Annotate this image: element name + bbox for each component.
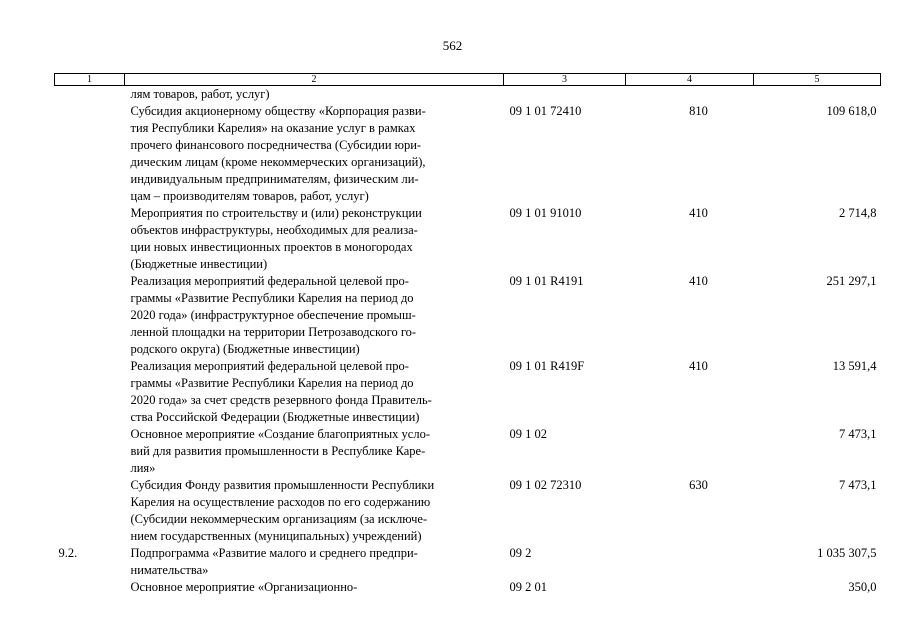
description-line: индивидуальным предпринимателям, физическим ли-	[130, 172, 419, 186]
row-expense-type: 410	[689, 359, 708, 373]
row-number	[55, 426, 125, 477]
description-line: Реализация мероприятий федеральной целевой про-	[130, 359, 409, 373]
row-number	[55, 579, 125, 596]
table-row	[55, 205, 881, 273]
description-line: нием государственных (муниципальных) учреждений)	[130, 529, 422, 543]
table-row	[55, 545, 881, 579]
header-col-3: 3	[504, 74, 626, 86]
budget-table	[54, 73, 881, 596]
row-number	[55, 205, 125, 273]
description-line: 2020 года» (инфраструктурное обеспечение промыш-	[130, 308, 416, 322]
row-description	[125, 579, 504, 596]
row-budget-code: 09 1 01 72410	[509, 104, 582, 118]
row-expense-type: 810	[689, 104, 708, 118]
table-row	[55, 86, 881, 104]
row-description	[125, 205, 504, 273]
description-line: (Субсидии некоммерческим организациям (за исключе-	[130, 512, 428, 526]
header-col-5: 5	[754, 74, 881, 86]
description-line: Карелия на осуществление расходов по его содержанию	[130, 495, 431, 509]
table-body	[55, 86, 881, 597]
table-row	[55, 103, 881, 205]
row-expense-type: 630	[689, 478, 708, 492]
header-row	[55, 74, 881, 86]
description-line: лия»	[130, 461, 156, 475]
description-line: Мероприятия по строительству и (или) реконструкции	[130, 206, 422, 220]
page-number: 562	[442, 38, 463, 53]
row-budget-code: 09 2 01	[509, 580, 547, 594]
row-amount: 2 714,8	[839, 206, 877, 220]
row-description	[125, 86, 504, 104]
row-description	[125, 426, 504, 477]
row-description	[125, 477, 504, 545]
table-row	[55, 273, 881, 358]
table-row	[55, 426, 881, 477]
description-line: Основное мероприятие «Создание благоприятных усло-	[130, 427, 431, 441]
row-expense-type	[626, 86, 754, 104]
table-row	[55, 579, 881, 596]
row-amount: 109 618,0	[826, 104, 877, 118]
row-description	[125, 273, 504, 358]
description-line: ства Российской Федерации (Бюджетные инвестиции)	[130, 410, 420, 424]
row-budget-code: 09 1 01 R4191	[509, 274, 584, 288]
row-description	[125, 358, 504, 426]
header-col-2: 2	[125, 74, 504, 86]
row-description	[125, 545, 504, 579]
row-number	[55, 477, 125, 545]
row-amount: 7 473,1	[839, 478, 877, 492]
description-line: ленной площадки на территории Петрозаводского го-	[130, 325, 417, 339]
row-expense-type: 410	[689, 206, 708, 220]
row-expense-type	[626, 579, 754, 596]
row-number: 9.2.	[58, 546, 78, 560]
description-line: Субсидия акционерному обществу «Корпорация разви-	[130, 104, 426, 118]
description-line: тия Республики Карелия» на оказание услуг в рамках	[130, 121, 416, 135]
table-row	[55, 358, 881, 426]
description-line: вий для развития промышленности в Республике Каре-	[130, 444, 426, 458]
description-line: Подпрограмма «Развитие малого и среднего предпри-	[130, 546, 418, 560]
description-line: объектов инфраструктуры, необходимых для реализа-	[130, 223, 418, 237]
description-line: (Бюджетные инвестиции)	[130, 257, 268, 271]
header-col-1: 1	[55, 74, 125, 86]
description-line: родского округа) (Бюджетные инвестиции)	[130, 342, 360, 356]
row-number	[55, 273, 125, 358]
description-line: цам – производителям товаров, работ, услуг)	[130, 189, 369, 203]
description-line: прочего финансового посредничества (Субсидии юри-	[130, 138, 422, 152]
row-budget-code: 09 2	[509, 546, 532, 560]
row-expense-type	[626, 426, 754, 477]
row-expense-type	[626, 545, 754, 579]
header-col-4: 4	[626, 74, 754, 86]
row-amount: 13 591,4	[832, 359, 877, 373]
row-budget-code: 09 1 02	[509, 427, 547, 441]
description-line: Субсидия Фонду развития промышленности Республики	[130, 478, 435, 492]
description-line: 2020 года» за счет средств резервного фонда Правитель-	[130, 393, 432, 407]
row-number	[55, 358, 125, 426]
description-line: граммы «Развитие Республики Карелия на период до	[130, 291, 414, 305]
row-expense-type: 410	[689, 274, 708, 288]
row-budget-code	[504, 86, 626, 104]
description-line: ции новых инвестиционных проектов в моногородах	[130, 240, 413, 254]
row-number	[55, 103, 125, 205]
description-line: лям товаров, работ, услуг)	[130, 87, 270, 101]
table-row	[55, 477, 881, 545]
description-line: нимательства»	[130, 563, 209, 577]
row-amount: 1 035 307,5	[817, 546, 877, 560]
row-amount: 7 473,1	[839, 427, 877, 441]
row-amount: 251 297,1	[826, 274, 877, 288]
row-description	[125, 103, 504, 205]
description-line: дическим лицам (кроме некоммерческих организаций),	[130, 155, 426, 169]
row-number	[55, 86, 125, 104]
description-line: Основное мероприятие «Организационно-	[130, 580, 358, 594]
row-budget-code: 09 1 01 91010	[509, 206, 582, 220]
row-budget-code: 09 1 01 R419F	[509, 359, 585, 373]
description-line: Реализация мероприятий федеральной целевой про-	[130, 274, 409, 288]
table-header	[55, 74, 881, 86]
row-amount	[754, 86, 881, 104]
row-budget-code: 09 1 02 72310	[509, 478, 582, 492]
description-line: граммы «Развитие Республики Карелия на период до	[130, 376, 414, 390]
row-amount: 350,0	[848, 580, 877, 594]
